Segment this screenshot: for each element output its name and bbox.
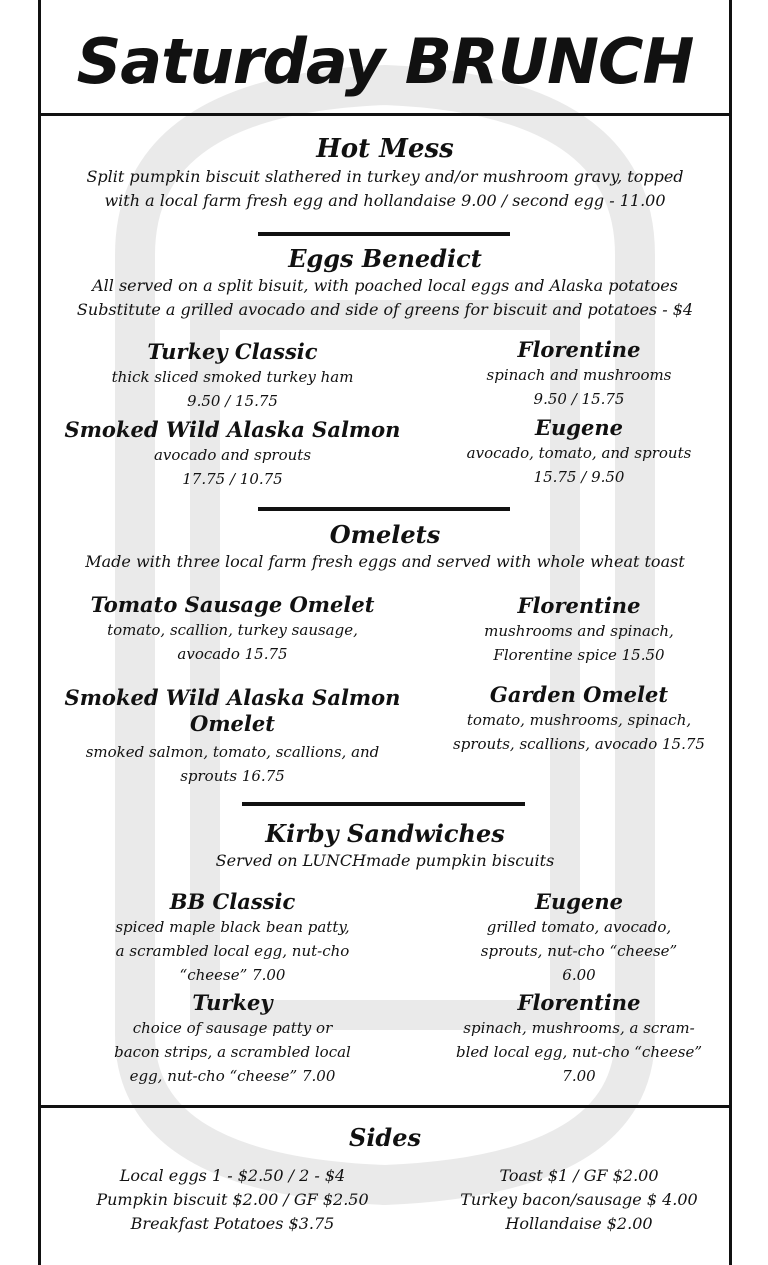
omelet-item <box>420 682 738 756</box>
title-divider <box>38 113 732 116</box>
omelets-line-1: Made with three local farm fresh eggs and served with whole wheat toast <box>85 552 685 571</box>
section-divider <box>258 232 510 236</box>
eggs-benedict-line-1: All served on a split bisuit, with poached local eggs and Alaska potatoes <box>92 276 678 295</box>
item-name: Smoked Wild Alaska Salmon <box>64 685 401 710</box>
item-desc: thick sliced smoked turkey ham <box>111 368 354 386</box>
omelet-item <box>420 593 738 667</box>
item-desc: sprouts, nut-cho “cheese” <box>480 942 678 960</box>
item-name: Smoked Wild Alaska Salmon <box>64 417 401 442</box>
item-desc: avocado, tomato, and sprouts <box>466 444 692 462</box>
sides-right-list <box>420 1164 738 1236</box>
item-price: 9.50 / 15.75 <box>533 390 625 408</box>
item-desc: 7.00 <box>562 1067 596 1085</box>
section-divider <box>258 507 510 511</box>
item-desc: sprouts, scallions, avocado 15.75 <box>453 735 705 753</box>
benedict-item <box>50 339 415 413</box>
item-name: Florentine <box>517 593 641 618</box>
sandwich-item <box>50 889 415 987</box>
sides-divider <box>38 1105 732 1108</box>
item-price: 15.75 / 9.50 <box>533 468 625 486</box>
sides-heading: Sides <box>348 1123 421 1152</box>
hot-mess-line-1: Split pumpkin biscuit slathered in turkey and/or mushroom gravy, topped <box>86 167 684 186</box>
item-desc: grilled tomato, avocado, <box>486 918 672 936</box>
benedict-item <box>420 415 738 489</box>
item-name: BB Classic <box>169 889 296 914</box>
item-desc: 6.00 <box>562 966 596 984</box>
side-item: Hollandaise $2.00 <box>505 1214 653 1233</box>
hot-mess-line-2: with a local farm fresh egg and hollandaise 9.00 / second egg - 11.00 <box>104 191 666 210</box>
item-desc: spinach, mushrooms, a scram- <box>463 1019 695 1037</box>
item-name: Turkey Classic <box>147 339 318 364</box>
item-desc: tomato, mushrooms, spinach, <box>466 711 692 729</box>
eggs-benedict-heading: Eggs Benedict <box>288 244 482 273</box>
item-desc: smoked salmon, tomato, scallions, and <box>85 743 380 761</box>
benedict-item <box>50 417 415 491</box>
item-desc: spinach and mushrooms <box>486 366 672 384</box>
item-desc: spiced maple black bean patty, <box>115 918 350 936</box>
item-desc: mushrooms and spinach, <box>484 622 674 640</box>
omelets-heading: Omelets <box>329 520 441 549</box>
sandwich-item <box>420 889 738 987</box>
side-item: Toast $1 / GF $2.00 <box>499 1166 659 1185</box>
kirby-heading: Kirby Sandwiches <box>265 819 505 848</box>
sandwich-item <box>50 990 415 1088</box>
item-name: Tomato Sausage Omelet <box>90 592 375 617</box>
item-desc: avocado and sprouts <box>153 446 312 464</box>
omelet-item <box>50 685 415 788</box>
item-desc: tomato, scallion, turkey sausage, <box>107 621 358 639</box>
item-desc: bled local egg, nut-cho “cheese” <box>455 1043 702 1061</box>
item-desc: egg, nut-cho “cheese” 7.00 <box>129 1067 336 1085</box>
benedict-item <box>420 337 738 411</box>
hot-mess-heading: Hot Mess <box>316 134 454 164</box>
eggs-benedict-line-2: Substitute a grilled avocado and side of greens for biscuit and potatoes - $4 <box>76 300 694 319</box>
page-title: Saturday BRUNCH <box>76 25 694 98</box>
section-divider <box>242 802 525 806</box>
item-name: Omelet <box>190 711 275 736</box>
item-name: Florentine <box>517 990 641 1015</box>
item-name: Eugene <box>535 415 623 440</box>
item-desc: choice of sausage patty or <box>132 1019 333 1037</box>
item-name: Turkey <box>192 990 273 1015</box>
item-name: Florentine <box>517 337 641 362</box>
sides-left-list <box>50 1164 415 1236</box>
item-desc: Florentine spice 15.50 <box>493 646 665 664</box>
item-desc: sprouts 16.75 <box>180 767 285 785</box>
side-item: Local eggs 1 - $2.50 / 2 - $4 <box>119 1166 346 1185</box>
side-item: Breakfast Potatoes $3.75 <box>130 1214 335 1233</box>
omelet-item <box>50 592 415 666</box>
item-desc: a scrambled local egg, nut-cho <box>115 942 350 960</box>
item-price: 17.75 / 10.75 <box>182 470 283 488</box>
item-name: Eugene <box>535 889 623 914</box>
item-desc: bacon strips, a scrambled local <box>114 1043 351 1061</box>
item-desc: “cheese” 7.00 <box>179 966 286 984</box>
kirby-line-1: Served on LUNCHmade pumpkin biscuits <box>215 851 555 870</box>
item-desc: avocado 15.75 <box>177 645 288 663</box>
item-price: 9.50 / 15.75 <box>187 392 278 410</box>
item-name: Garden Omelet <box>489 682 669 707</box>
sandwich-item <box>420 990 738 1088</box>
side-item: Pumpkin biscuit $2.00 / GF $2.50 <box>96 1190 369 1209</box>
side-item: Turkey bacon/sausage $ 4.00 <box>460 1190 698 1209</box>
